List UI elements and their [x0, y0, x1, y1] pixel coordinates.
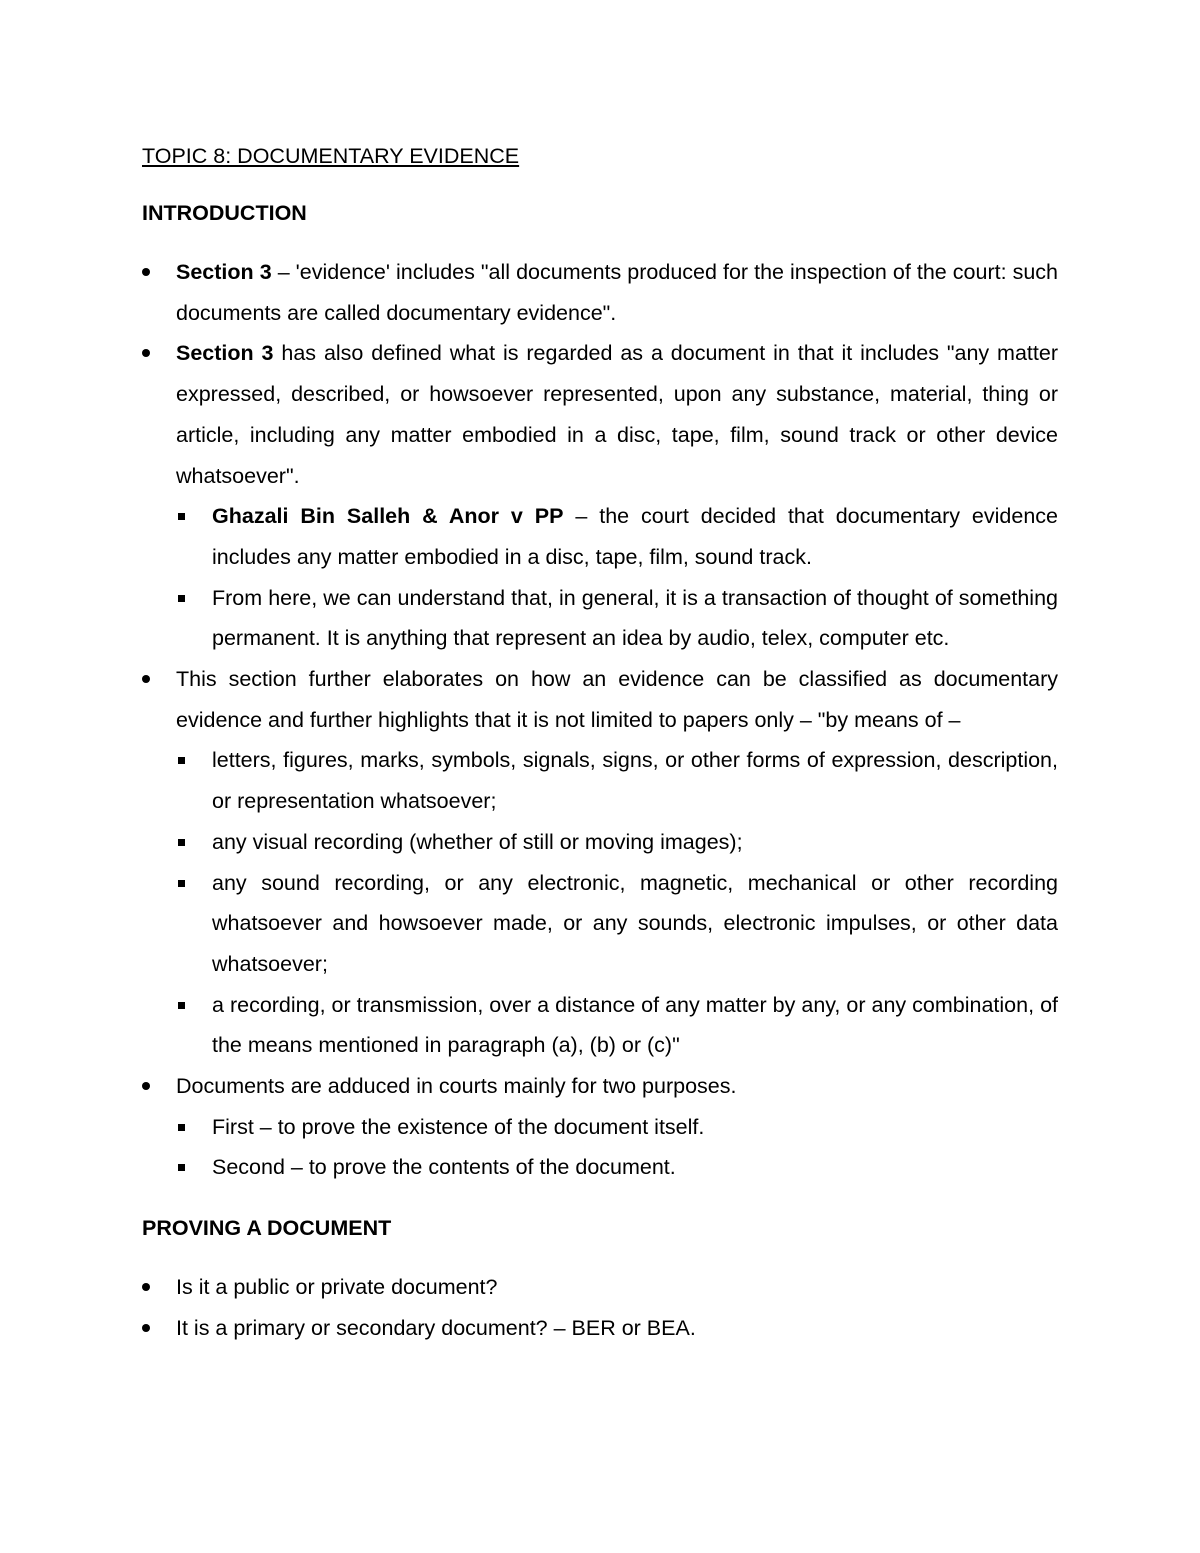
square-bullet-icon [178, 1002, 185, 1009]
list-item-text: any visual recording (whether of still or moving images); [212, 829, 743, 854]
list-item [142, 1267, 1058, 1308]
sub-list-item [142, 822, 1058, 863]
square-bullet-icon [178, 1164, 185, 1171]
round-bullet-icon [142, 675, 150, 683]
list-item-text: This section further elaborates on how an evidence can be classified as documentary evidence and further highlights that it is not limited to papers only – "by means of – [176, 667, 1058, 732]
sub-list-item [142, 578, 1058, 659]
section-heading: PROVING A DOCUMENT [142, 1216, 392, 1241]
list-item-text: letters, figures, marks, symbols, signals, signs, or other forms of expression, description, or representation whatsoever; [212, 748, 1058, 814]
square-bullet-icon [178, 880, 185, 887]
sub-list-item [142, 1107, 1058, 1148]
list-item-text: – 'evidence' includes "all documents produced for the inspection of the court: such documents are called documentary evidence". [176, 260, 1058, 325]
list-item [142, 1066, 1058, 1107]
sub-list-item [142, 1147, 1058, 1188]
round-bullet-icon [142, 1324, 150, 1332]
round-bullet-icon [142, 1082, 150, 1090]
list-item [142, 659, 1058, 740]
list-item-text: Second – to prove the contents of the document. [212, 1155, 676, 1180]
square-bullet-icon [178, 513, 185, 520]
section-heading: INTRODUCTION [142, 201, 307, 225]
case-reference: Ghazali Bin Salleh & Anor v PP [212, 504, 564, 529]
square-bullet-icon [178, 757, 185, 764]
sub-list-item [142, 863, 1058, 985]
case-reference: Section 3 [176, 260, 272, 284]
list-item-text: Documents are adduced in courts mainly for two purposes. [176, 1074, 737, 1099]
round-bullet-icon [142, 1283, 150, 1291]
bullet-list [142, 252, 1058, 1188]
bullet-list [142, 1267, 1058, 1348]
section-proving-a-document [142, 1211, 1058, 1348]
list-item-text: First – to prove the existence of the document itself. [212, 1114, 705, 1139]
list-item-text: a recording, or transmission, over a distance of any matter by any, or any combination, of the means mentioned in paragraph (a), (b) or (c)" [212, 992, 1058, 1058]
round-bullet-icon [142, 349, 150, 357]
section-introduction [142, 196, 1058, 1188]
list-item [142, 1308, 1058, 1349]
round-bullet-icon [142, 268, 150, 276]
square-bullet-icon [178, 839, 185, 846]
sub-list-item [142, 740, 1058, 821]
sub-list-item [142, 496, 1058, 577]
case-reference: Section 3 [176, 341, 274, 366]
list-item-text: has also defined what is regarded as a document in that it includes "any matter expressed, described, or howsoever represented, upon any substance, material, thing or article, including any matter embodied in a disc, tape, film, sound track or other device whatsoever". [176, 341, 1058, 488]
square-bullet-icon [178, 595, 185, 602]
list-item [142, 252, 1058, 333]
list-item-text: Is it a public or private document? [176, 1275, 498, 1300]
document-title: TOPIC 8: DOCUMENTARY EVIDENCE [142, 144, 520, 168]
square-bullet-icon [178, 1124, 185, 1131]
list-item-text: From here, we can understand that, in general, it is a transaction of thought of something permanent. It is anything that represent an idea by audio, telex, computer etc. [212, 585, 1058, 651]
list-item-text: – the court decided that documentary evidence includes any matter embodied in a disc, tape, film, sound track. [212, 504, 1058, 569]
list-item-text: It is a primary or secondary document? – BER or BEA. [176, 1315, 696, 1340]
sub-list-item [142, 985, 1058, 1066]
list-item [142, 333, 1058, 496]
list-item-text: any sound recording, or any electronic, magnetic, mechanical or other recording whatsoever and howsoever made, or any sounds, electronic impulses, or other data whatsoever; [212, 870, 1058, 976]
